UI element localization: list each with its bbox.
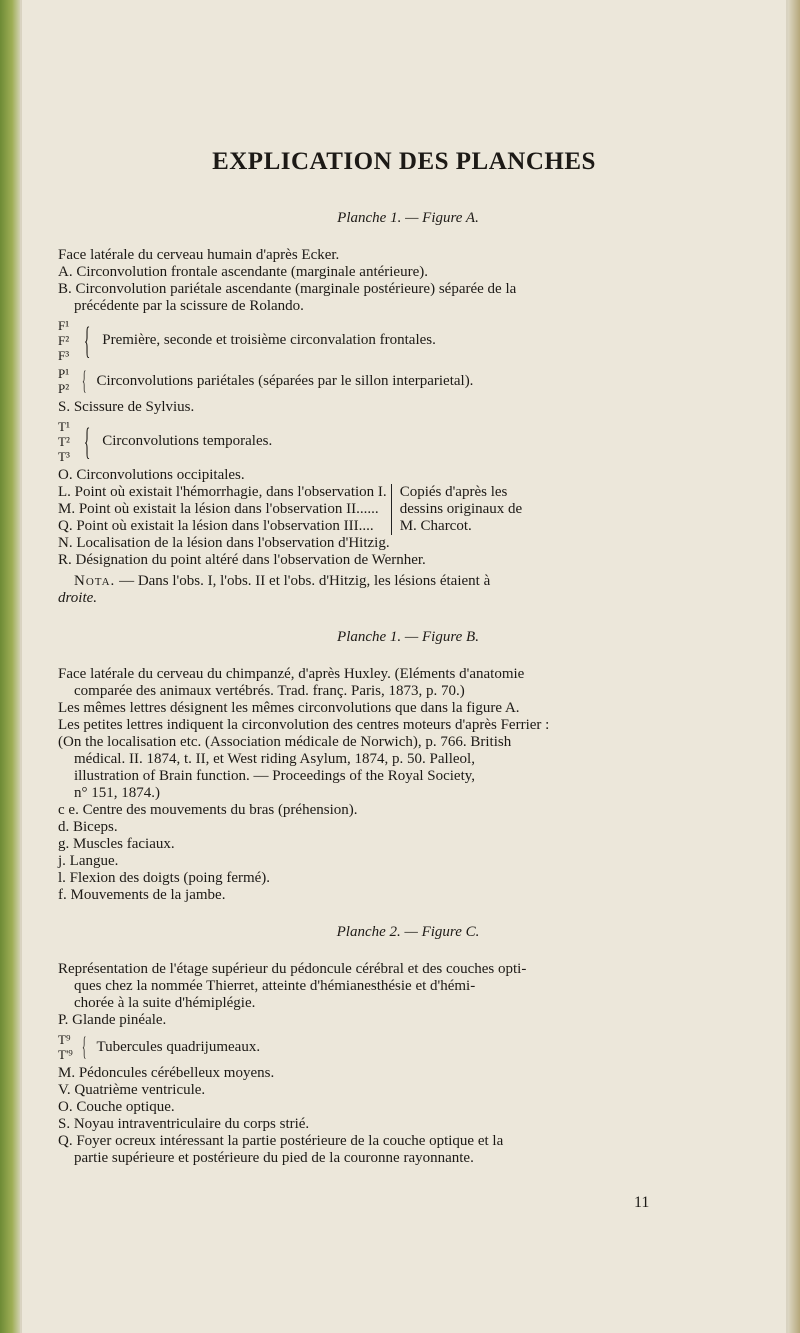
text-line: n° 151, 1874.) [74, 785, 160, 801]
text-line: N. Localisation de la lésion dans l'observation d'Hitzig. [58, 535, 390, 551]
text-line: f. Mouvements de la jambe. [58, 887, 226, 903]
section-c-after-lines [58, 1065, 758, 1167]
section-c-lines [58, 961, 758, 1029]
note-line: M. Charcot. [399, 518, 472, 534]
text-line: j. Langue. [58, 853, 119, 869]
text-line: O. Couche optique. [58, 1099, 175, 1115]
label-t9: T⁹ [58, 1032, 71, 1047]
brace-glyph: { [82, 1032, 87, 1061]
frontal-text: Première, seconde et troisième circonvalation frontales. [102, 332, 436, 348]
text-line: R. Désignation du point altéré dans l'observation de Wernher. [58, 552, 426, 568]
frontal-group [58, 318, 758, 363]
text-line: A. Circonvolution frontale ascendante (marginale antérieure). [58, 264, 428, 280]
text-line: Face latérale du cerveau du chimpanzé, d'après Huxley. (Eléments d'anatomie [58, 666, 525, 682]
text-line: l. Flexion des doigts (poing fermé). [58, 870, 271, 886]
frontal-labels [58, 318, 76, 363]
text-line: d. Biceps. [58, 819, 118, 835]
section-c-heading: Planche 2. — Figure C. [336, 924, 480, 940]
text-line: précédente par la scissure de Rolando. [74, 298, 304, 314]
book-edge-right [788, 0, 800, 1333]
text-line: P. Glande pinéale. [58, 1012, 167, 1028]
text-line: partie supérieure et postérieure du pied de la couronne rayonnante. [74, 1150, 474, 1166]
tubercules-text: Tubercules quadrijumeaux. [96, 1038, 261, 1055]
observation-lines [58, 484, 387, 535]
nota-paragraph [58, 573, 758, 590]
text-line: illustration of Brain function. — Proceedings of the Royal Society, [74, 768, 476, 784]
brace-glyph: { [82, 366, 87, 395]
text-line: B. Circonvolution pariétale ascendante (marginale postérieure) séparée de la [58, 281, 517, 297]
text-line: Q. Point où existait la lésion dans l'observation III.... [58, 518, 374, 534]
book-page [22, 0, 786, 1333]
text-line: médical. II. 1874, t. II, et West riding Asylum, 1874, p. 50. Palleol, [74, 751, 475, 767]
label-t3: T³ [58, 449, 70, 464]
text-line: g. Muscles faciaux. [58, 836, 175, 852]
section-b-lines [58, 666, 758, 904]
nota-text: — Dans l'obs. I, l'obs. II et l'obs. d'Hitzig, les lésions étaient à [115, 573, 491, 589]
book-gutter-left [0, 0, 20, 1333]
label-t2: T² [58, 434, 70, 449]
text-line: Les petites lettres indiquent la circonvolution des centres moteurs d'après Ferrier : [58, 717, 550, 733]
label-p2: P² [58, 381, 70, 396]
text-line: Représentation de l'étage supérieur du pédoncule cérébral et des couches opti- [58, 961, 527, 977]
text-line: Q. Foyer ocreux intéressant la partie postérieure de la couche optique et la [58, 1133, 504, 1149]
label-p1: P¹ [58, 366, 70, 381]
text-line: S. Noyau intraventriculaire du corps strié. [58, 1116, 310, 1132]
label-t9-prime: T'⁹ [58, 1047, 73, 1062]
tubercules-group [58, 1032, 758, 1062]
text-line: Face latérale du cerveau humain d'après Ecker. [58, 247, 340, 263]
text-line: (On the localisation etc. (Association médicale de Norwich), p. 766. British [58, 734, 512, 750]
text-line: M. Point où existait la lésion dans l'observation II...... [58, 501, 379, 517]
brace-glyph: { [83, 420, 91, 463]
note-line: Copiés d'après les [399, 484, 508, 500]
page-title: EXPLICATION DES PLANCHES [212, 148, 596, 175]
text-line: comparée des animaux vertébrés. Trad. franç. Paris, 1873, p. 70.) [74, 683, 465, 699]
parietal-labels [58, 366, 76, 396]
temporal-labels [58, 419, 76, 464]
text-line: M. Pédoncules cérébelleux moyens. [58, 1065, 275, 1081]
brace-glyph: { [83, 319, 91, 362]
parietal-group [58, 366, 758, 396]
nota-label: Nota. [74, 573, 116, 589]
section-a-heading: Planche 1. — Figure A. [337, 210, 479, 226]
text-line: V. Quatrième ventricule. [58, 1082, 206, 1098]
text-line: chorée à la suite d'hémiplégie. [74, 995, 256, 1011]
page-content [58, 210, 758, 1167]
text-line: S. Scissure de Sylvius. [58, 399, 195, 415]
text-line: c e. Centre des mouvements du bras (préhension). [58, 802, 358, 818]
page-number: 11 [634, 1194, 650, 1211]
section-b-heading: Planche 1. — Figure B. [337, 629, 479, 645]
label-t1: T¹ [58, 419, 70, 434]
observation-note [391, 484, 522, 535]
text-line: ques chez la nommée Thierret, atteinte d'hémianesthésie et d'hémi- [74, 978, 476, 994]
text-line: Les mêmes lettres désignent les mêmes circonvolutions que dans la figure A. [58, 700, 520, 716]
text-line: O. Circonvolutions occipitales. [58, 467, 245, 483]
note-line: dessins originaux de [399, 501, 523, 517]
temporal-group [58, 419, 758, 464]
tubercules-labels [58, 1032, 76, 1062]
observation-block [58, 484, 758, 535]
parietal-text: Circonvolutions pariétales (séparées par le sillon interparietal). [96, 372, 474, 389]
nota-end: droite. [58, 590, 98, 606]
label-f1: F¹ [58, 318, 70, 333]
text-line: L. Point où existait l'hémorrhagie, dans l'observation I. [58, 484, 387, 500]
label-f3: F³ [58, 348, 70, 363]
label-f2: F² [58, 333, 70, 348]
temporal-text: Circonvolutions temporales. [102, 433, 273, 449]
